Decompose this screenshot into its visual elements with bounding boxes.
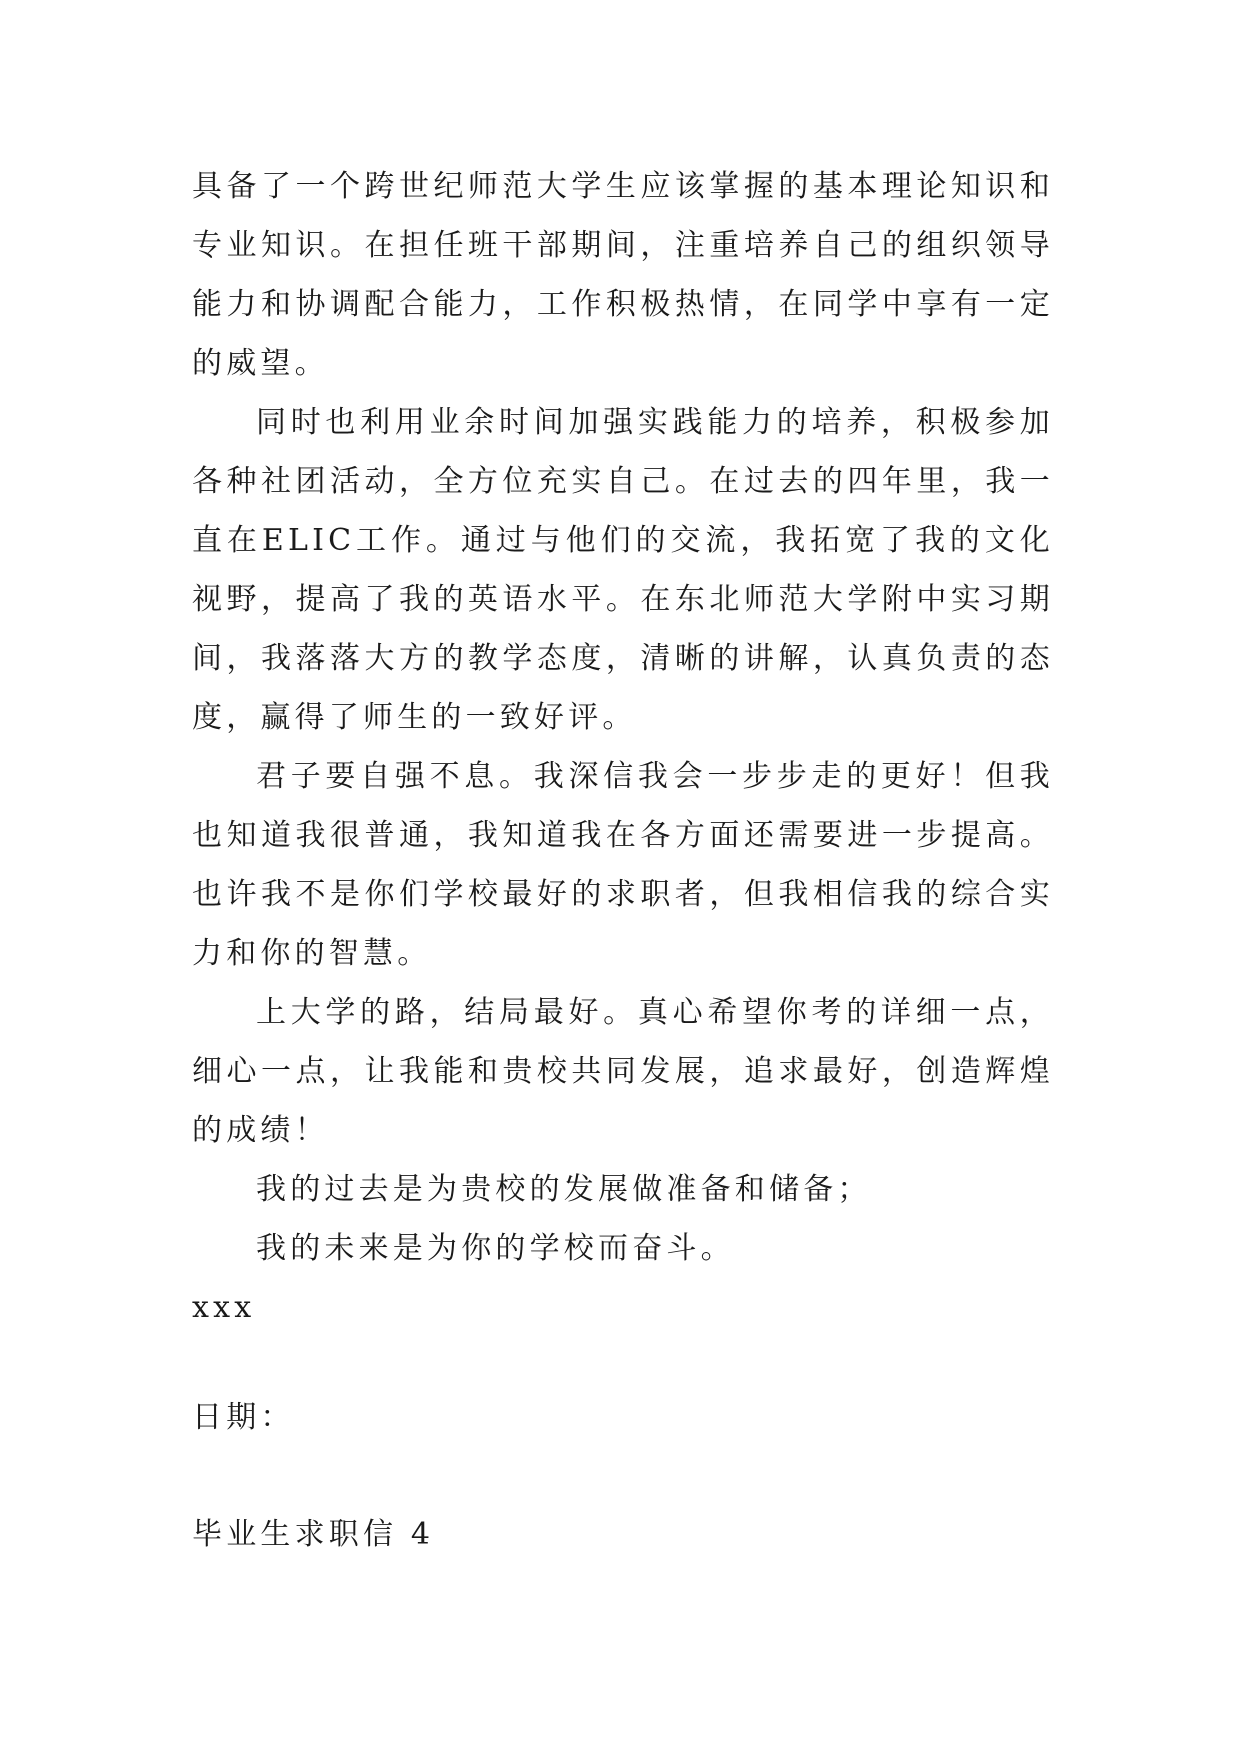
paragraph: 同时也利用业余时间加强实践能力的培养，积极参加各种社团活动，全方位充实自己。在过去的四年里，我一直在ELIC工作。通过与他们的交流，我拓宽了我的文化视野，提高了我的英语水平。在东北师范大学附中实习期间，我落落大方的教学态度，清晰的讲解，认真负责的态度，赢得了师生的一致好评。	[192, 405, 1054, 735]
paragraph: 具备了一个跨世纪师范大学生应该掌握的基本理论知识和专业知识。在担任班干部期间，注重培养自己的组织领导能力和协调配合能力，工作积极热情，在同学中享有一定的威望。	[192, 169, 1054, 381]
date-label: 日期：	[192, 1400, 295, 1435]
next-section-title: 毕业生求职信 4	[192, 1517, 435, 1552]
closing-line: 我的过去是为贵校的发展做准备和储备；	[256, 1172, 872, 1207]
letter-body	[192, 157, 1054, 1337]
signature: xxx	[192, 1290, 256, 1325]
paragraph: 君子要自强不息。我深信我会一步步走的更好！但我也知道我很普通，我知道我在各方面还需要进一步提高。也许我不是你们学校最好的求职者，但我相信我的综合实力和你的智慧。	[192, 759, 1054, 971]
paragraph: 上大学的路，结局最好。真心希望你考的详细一点，细心一点，让我能和贵校共同发展，追求最好，创造辉煌的成绩！	[192, 995, 1054, 1148]
closing-line: 我的未来是为你的学校而奋斗。	[256, 1231, 735, 1266]
